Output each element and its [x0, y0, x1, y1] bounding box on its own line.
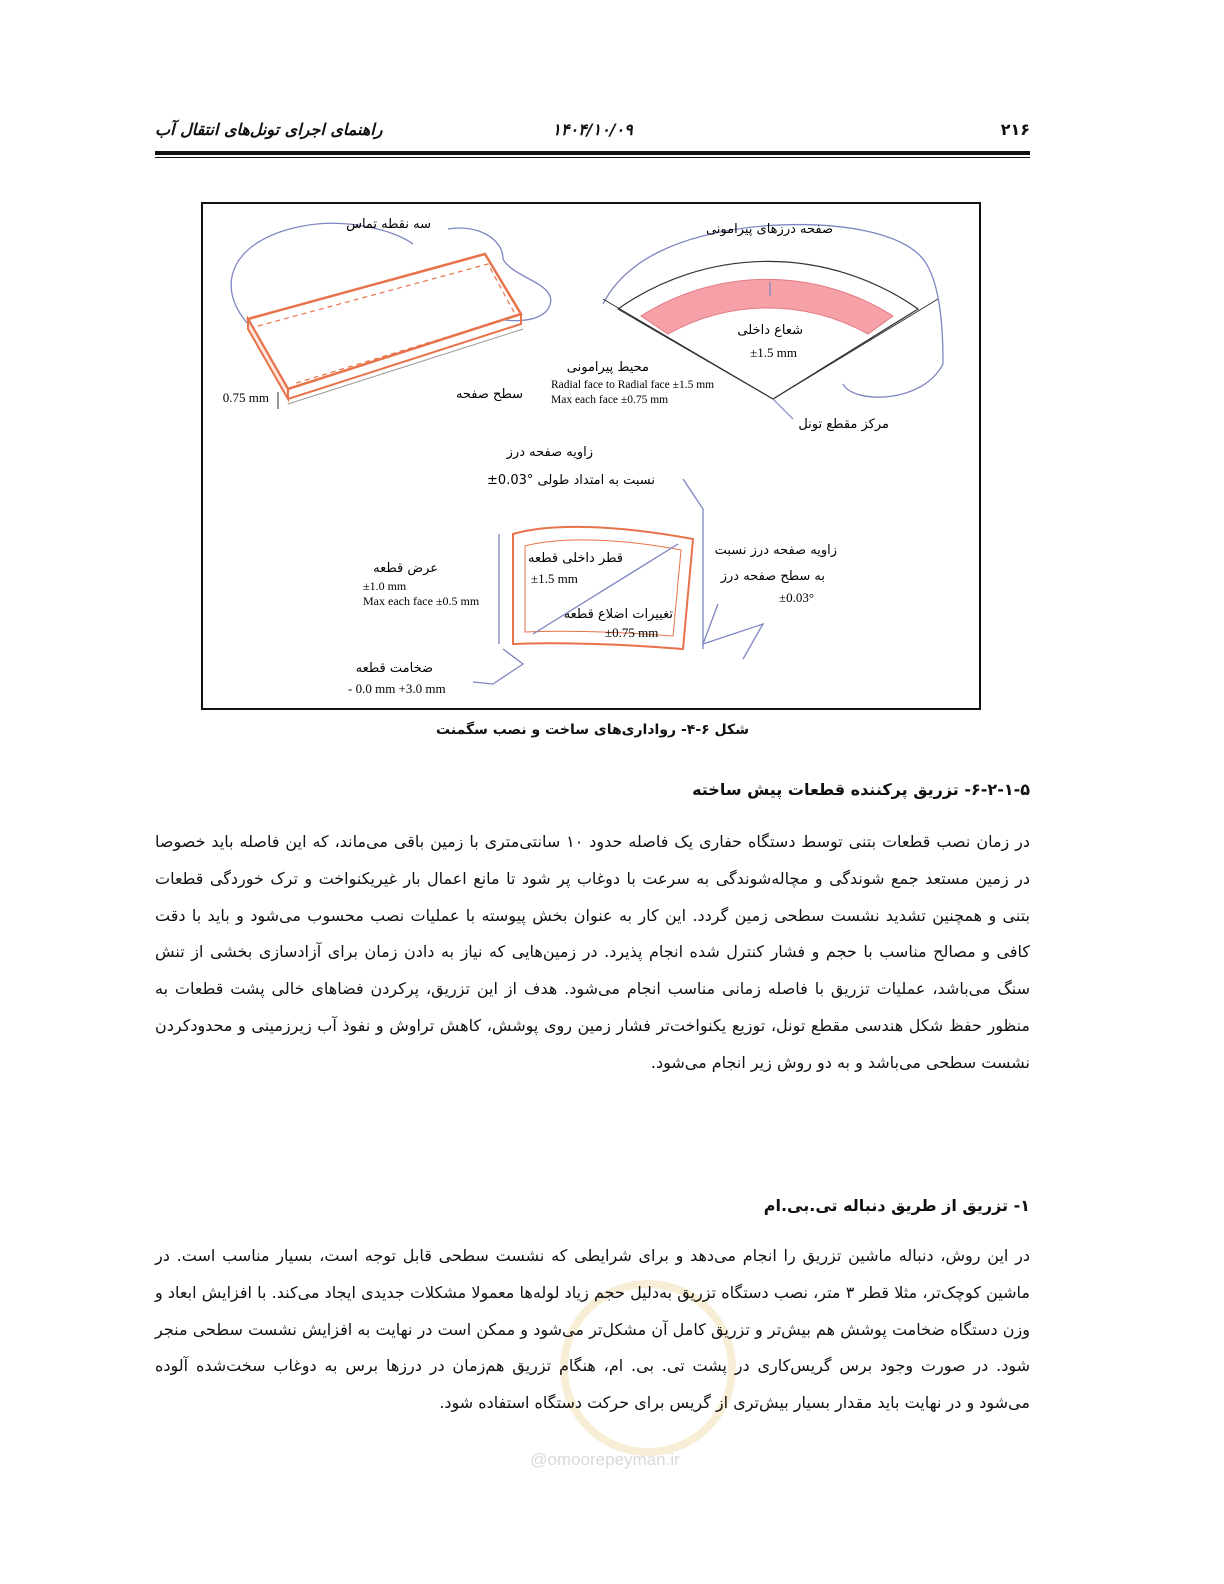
thickness-leader — [473, 649, 523, 684]
label-inner-radius: شعاع داخلی — [737, 323, 803, 338]
label-joint-angle-rel-2: به سطح صفحه درز — [720, 569, 825, 584]
paragraph-1: در زمان نصب قطعات بتنی توسط دستگاه حفاری یک فاصله حدود ۱۰ سانتی‌متری با زمین باقی می‌ماند، که این فاصله باید خصوصا در زمین مستعد جمع شوندگی و مچاله‌شوندگی به سرعت با دوغاب پر شود تا مانع اعمال بار غیریکنواخت و ترک خوردگی قطعات بتنی و همچنین تشدید نشست سطحی زمین گردد. این کار به عنوان بخش پیوسته با عملیات نصب محسوب می‌شود و باید با دقت کافی و مصالح مناسب با حجم و فشار کنترل شده انجام پذیرد. در زمین‌هایی که نیاز به دادن زمان برای آزادسازی بخشی از تنش سنگ می‌باشد، عملیات تزریق با فاصله زمانی مناسب انجام می‌شود. هدف از این تزریق، پرکردن فضاهای خالی پشت قطعات به منظور حفظ شکل هندسی مقطع تونل، توزیع یکنواخت‌تر فشار زمین روی پوشش، کاهش تراوش و نفوذ آب زیرزمینی و محدودکردن نشست سطحی می‌باشد و به دو روش زیر انجام می‌شود. — [155, 832, 1031, 1072]
label-inner-diameter-tol: ±1.5 mm — [531, 571, 578, 586]
paragraph-2: در این روش، دنباله ماشین تزریق را انجام می‌دهد و برای شرایطی که نشست سطحی قابل توجه است، بسیار مناسب است. در ماشین کوچک‌تر، مثلا قطر ۳ متر، نصب دستگاه تزریق به‌دلیل حجم زیاد لوله‌ها معمولا مشکلات جدیدی ایجاد می‌کند. با افزایش ابعاد و وزن دستگاه ضخامت پوشش هم بیش‌تر و تزریق کامل آن مشکل‌تر می‌شود و ممکن است در نهایت به افزایش نشست سطحی منجر شود. در صورت وجود برس گریس‌کاری در پشت تی. بی. ام، هنگام تزریق هم‌زمان در درزها برس به دوغاب سخت‌شده آلوده می‌شود و در نهایت باید مقدار بسیار بیش‌تری از گریس برای حرکت دستگاه استفاده شود. — [155, 1246, 1030, 1413]
header-rule-thin — [155, 157, 1030, 158]
label-circumference: محیط پیرامونی — [566, 360, 649, 375]
label-segment-width-tol: ±1.0 mm — [363, 579, 407, 593]
center-leader — [773, 399, 793, 419]
label-inner-radius-tol: ±1.5 mm — [750, 345, 797, 360]
figure-drawing — [203, 204, 979, 708]
relative-angle-arrow — [703, 604, 763, 659]
label-tunnel-center: مرکز مقطع تونل — [798, 417, 889, 432]
label-joint-angle-rel-tol: ±0.03° — [779, 590, 815, 605]
header-rule-thick — [155, 151, 1030, 155]
label-radial-face: Radial face to Radial face ±1.5 mm — [551, 379, 715, 391]
label-thickness-tol: - 0.0 mm +3.0 mm — [348, 681, 446, 696]
figure-caption: شکل ۶-۴- رواداری‌های ساخت و نصب سگمنت — [436, 722, 749, 738]
label-joint-face-angle: زاویه صفحه درز — [506, 445, 593, 460]
label-joint-angle-rel-1: زاویه صفحه درز نسبت — [714, 543, 837, 558]
label-side-variation-tol: ±0.75 mm — [605, 625, 659, 640]
lower-segment-outline — [513, 527, 693, 649]
label-face-surface: سطح صفحه — [455, 387, 523, 402]
book-title: راهنمای اجرای تونل‌های انتقال آب — [155, 120, 383, 139]
page-number: ۲۱۶ — [1000, 120, 1030, 139]
label-three-point-contact: سه نقطه تماس — [346, 217, 431, 232]
label-segment-width: عرض قطعه — [373, 561, 438, 576]
label-inner-diameter: قطر داخلی قطعه — [527, 551, 623, 566]
site-watermark: @omoorepeyman.ir — [530, 1450, 680, 1469]
label-circumferential-joint-face: صفحه درزهای پیرامونی — [705, 222, 833, 237]
label-thickness: ضخامت قطعه — [355, 661, 433, 676]
figure-segment-tolerances — [201, 202, 981, 710]
header-date: ۱۴۰۴/۱۰/۰۹ — [552, 120, 633, 139]
section-heading: ۶-۲-۱-۵- تزریق پرکننده قطعات پیش ساخته — [692, 780, 1030, 799]
subheading-1: ۱- تزریق از طریق دنباله تی.بی.ام — [763, 1196, 1030, 1215]
label-max-each-face: Max each face ±0.75 mm — [551, 394, 669, 406]
label-step-075: 0.75 mm — [222, 390, 269, 405]
label-side-variation: تغییرات اضلاع قطعه — [563, 607, 673, 622]
label-joint-face-angle-tol: ±0.03° نسبت به امتداد طولی — [487, 473, 655, 488]
label-segment-width-max: Max each face ±0.5 mm — [363, 594, 480, 608]
